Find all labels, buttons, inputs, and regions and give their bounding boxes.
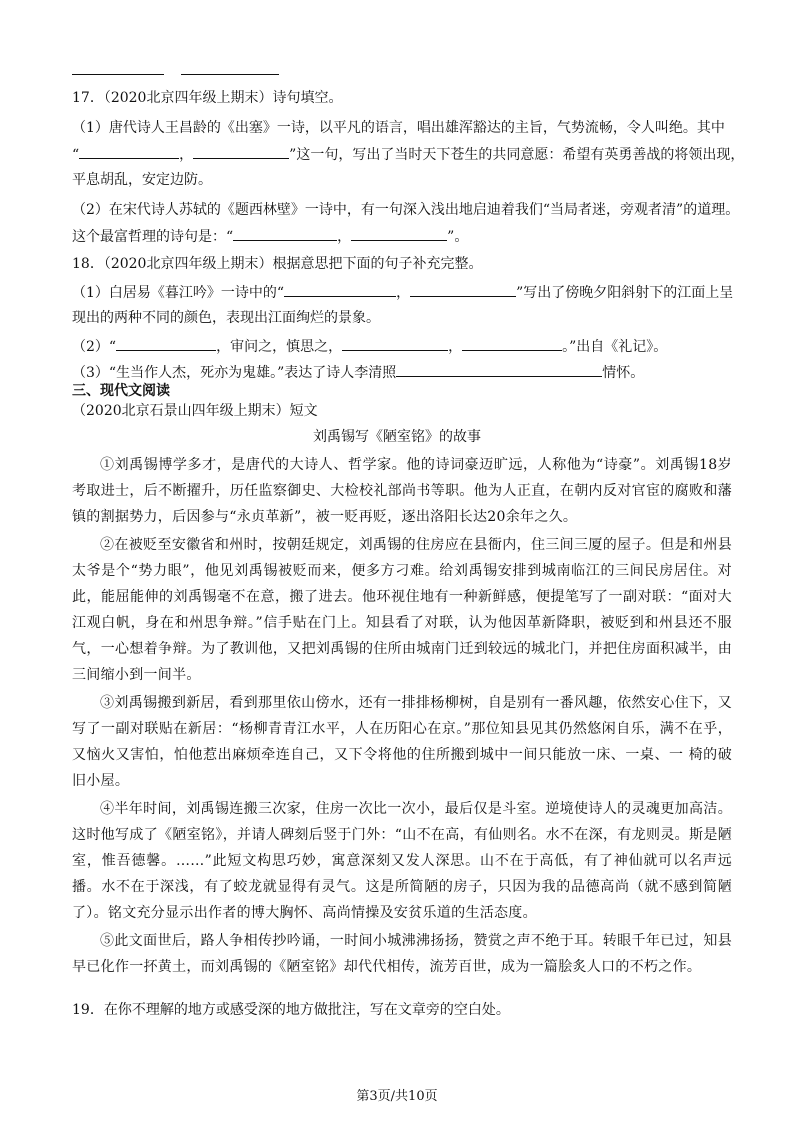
- answer-blank[interactable]: [79, 144, 179, 159]
- question-17-part1-line2: [72, 144, 745, 165]
- question-18-title: 18．（2020北京四年级上期末）根据意思把下面的句子补充完整。: [72, 256, 483, 272]
- question-17-title: 17．（2020北京四年级上期末）诗句填空。: [72, 90, 343, 106]
- answer-blank[interactable]: [284, 282, 396, 297]
- question-17-part1-text: ”这一句，写出了当时天下苍生的共同意愿：希望有英勇善战的将领出现，: [289, 147, 745, 163]
- answer-blank[interactable]: [396, 362, 602, 377]
- passage-paragraph: ③刘禹锡搬到新居，看到那里依山傍水，还有一排排杨柳树，自是别有一番风趣，依然安心住下，又写了一副对联贴在新居：“杨柳青青江水平，人在历阳心在京。”那位知县见其仍然悠闲自乐，满不在乎，又恼火又害怕，怕他惹出麻烦牵连自己，又下令将他的住所搬到城中一间只能放一床、一桌、一 椅的破旧小屋。: [72, 695, 732, 789]
- question-18-part3-text-end: 情怀。: [602, 365, 645, 381]
- question-18-part3: [72, 362, 732, 383]
- answer-blank[interactable]: [72, 60, 164, 75]
- question-17-part2-text: 这个最富哲理的诗句是：“: [72, 229, 234, 245]
- passage-source: （2020北京石景山四年级上期末）短文: [72, 403, 318, 419]
- comma: ，: [337, 229, 352, 245]
- comma: ，: [396, 285, 411, 301]
- passage-paragraph: ④半年时间，刘禹锡连搬三次家，住房一次比一次小，最后仅是斗室。逆境使诗人的灵魂更加高洁。这时他写成了《陋室铭》，并请人碑刻后竖于门外：“山不在高，有仙则名。水不在深，有龙则灵。斯是陋室，惟吾德馨。……”此短文构思巧妙，寓意深刻又发人深思。山不在于高低，有了神仙就可以名声远播。水不在于深浅，有了蛟龙就显得有灵气。这是所简陋的房子，只因为我的品德高尚（就不感到简陋了）。铭文充分显示出作者的博大胸怀、高尚情操及安贫乐道的生活态度。: [72, 801, 732, 921]
- question-17-part2-line2: [72, 226, 732, 247]
- question-18-part1-line1: [72, 282, 732, 303]
- carryover-answer-blanks: [72, 60, 732, 81]
- question-18-part2: [72, 336, 732, 357]
- section-heading: 三、现代文阅读: [72, 383, 170, 399]
- answer-blank[interactable]: [410, 282, 516, 297]
- passage-paragraph: ②在被贬至安徽省和州时，按朝廷规定，刘禹锡的住房应在县衙内，住三间三厦的屋子。但是和州县太爷是个“势力眼”，他见刘禹锡被贬而来，便多方刁难。给刘禹锡安排到城南临江的三间民房居住。对此，能屈能伸的刘禹锡毫不在意，搬了进去。他环视住地有一种新鲜感，便提笔写了一副对联：“面对大江观白帆，身在和州思争辩。”信手贴在门上。知县看了对联，认为他因革新降职，被贬到和州县还不服气，一心想着争辩。为了教训他，又把刘禹锡的住所由城南门迁到较远的城北门，并把住房面积减半，由三间缩小到一间半。: [72, 537, 732, 683]
- answer-blank[interactable]: [351, 226, 447, 241]
- question-17-part2-line1: （2）在宋代诗人苏轼的《题西林壁》一诗中，有一句深入浅出地启迪着我们“当局者迷，旁观者清”的道理。: [72, 202, 740, 218]
- question-18-part1-line2: 现出的两种不同的颜色，表现出江面绚烂的景象。: [72, 310, 380, 326]
- passage-paragraph: ①刘禹锡博学多才，是唐代的大诗人、哲学家。他的诗词豪迈旷远，人称他为“诗豪”。刘禹锡18岁考取进士，后不断擢升，历任监察御史、大检校礼部尚书等职。他为人正直，在朝内反对官宦的腐败和藩镇的割据势力，后因参与“永贞革新”，被一贬再贬，逐出洛阳长达20余年之久。: [72, 457, 732, 525]
- question-17-part1-line3: 平息胡乱，安定边防。: [72, 172, 212, 188]
- answer-blank[interactable]: [342, 336, 448, 351]
- question-18-part2-text: ，审问之，慎思之，: [216, 339, 343, 355]
- question-18-part3-text: （3）“生当作人杰，死亦为鬼雄。”表达了诗人李清照: [72, 365, 397, 381]
- answer-blank[interactable]: [233, 226, 337, 241]
- passage-title: 刘禹锡写《陋室铭》的故事: [313, 429, 481, 445]
- question-18-part1-text: （1）白居易《暮江吟》一诗中的“: [72, 285, 285, 301]
- quote-close: ”。: [447, 229, 469, 245]
- answer-blank[interactable]: [193, 144, 289, 159]
- page-number: 第3页/共10页: [356, 1089, 438, 1104]
- comma: ，: [448, 339, 463, 355]
- answer-blank[interactable]: [181, 60, 279, 75]
- answer-blank[interactable]: [116, 336, 216, 351]
- question-19-title: 19．在你不理解的地方或感受深的地方做批注，写在文章旁的空白处。: [72, 1002, 510, 1018]
- answer-blank[interactable]: [462, 336, 562, 351]
- passage-body: [72, 452, 732, 980]
- question-18-part2-text-end: 。”出自《礼记》。: [562, 339, 668, 355]
- passage-paragraph: ⑤此文面世后，路人争相传抄吟诵，一时间小城沸沸扬扬，赞赏之声不绝于耳。转眼千年已过，知县早已化作一抔黄土，而刘禹锡的《陋室铭》却代代相传，流芳百世，成为一篇脍炙人口的不朽之作。: [72, 933, 732, 975]
- quote-open: “: [72, 147, 80, 163]
- quote-open: （2）“: [72, 339, 117, 355]
- comma: ，: [179, 147, 194, 163]
- question-18-part1-text-end: ”写出了傍晚夕阳斜射下的江面上呈: [516, 285, 734, 301]
- question-17-part1-line1: （1）唐代诗人王昌龄的《出塞》一诗，以平凡的语言，唱出雄浑豁达的主旨，气势流畅，令人叫绝。其中: [72, 120, 725, 136]
